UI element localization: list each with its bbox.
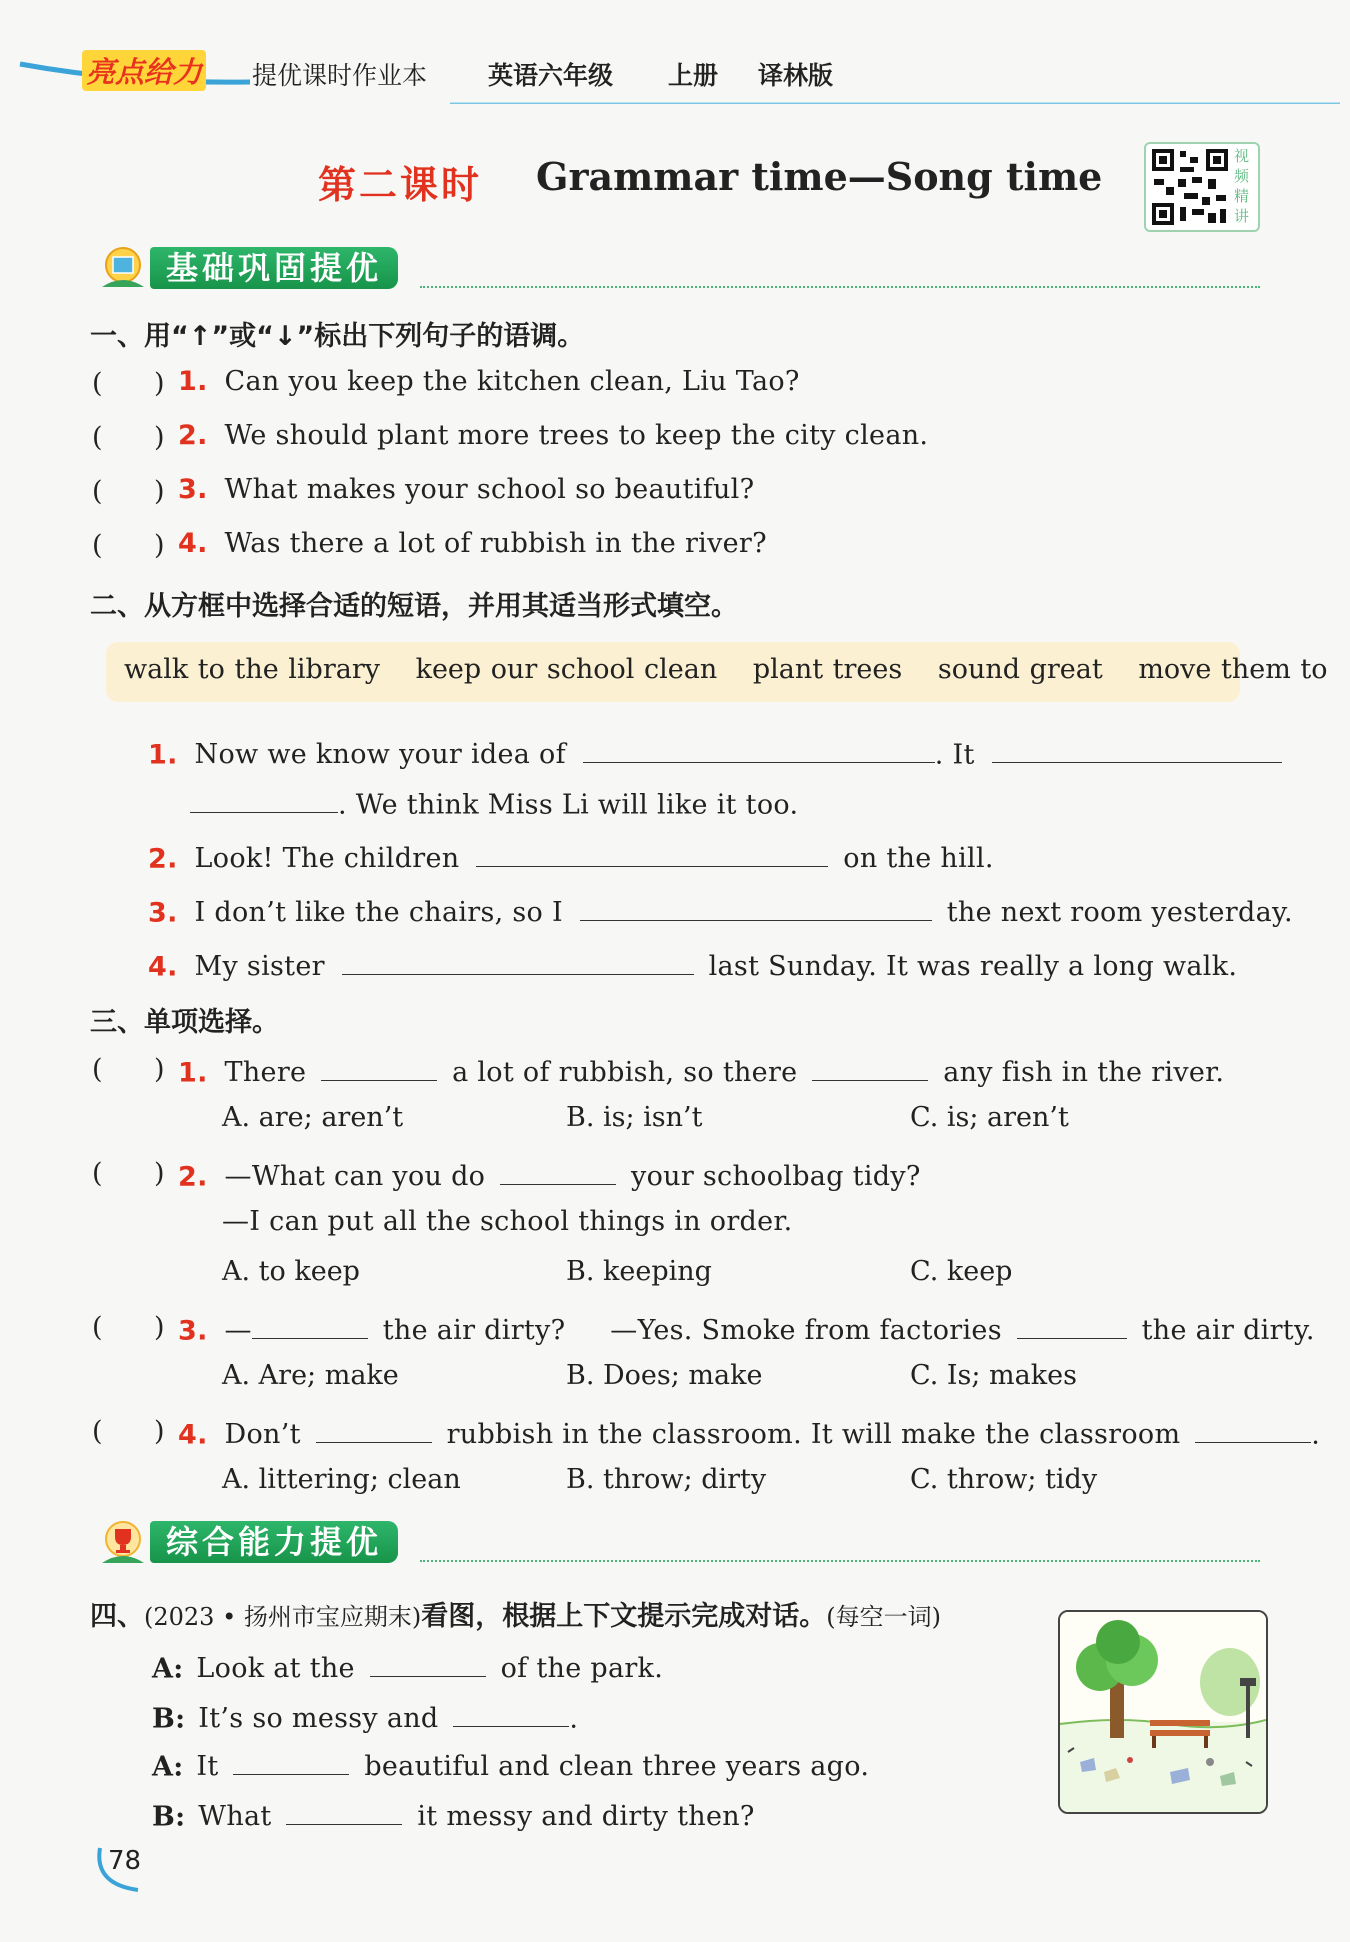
dialogue-text: What: [198, 1801, 272, 1833]
question-text: the air dirty?: [382, 1315, 566, 1347]
dialogue-text: Look at the: [196, 1653, 355, 1685]
dialogue-text: .: [569, 1703, 579, 1735]
qr-pattern-icon: [1150, 147, 1230, 227]
question-text: What makes your school so beautiful?: [224, 474, 755, 505]
option-b[interactable]: B. Does; make: [566, 1360, 763, 1391]
question-text: Look! The children: [194, 843, 460, 875]
part4-title: [90, 1594, 941, 1633]
page-number-badge: [92, 1838, 152, 1898]
part1-item: [178, 474, 754, 505]
word-option: sound great: [937, 654, 1103, 685]
page-header: [0, 30, 1350, 110]
dialogue-text: It: [196, 1751, 219, 1783]
section-divider: [420, 1560, 1260, 1562]
option-a[interactable]: A. littering; clean: [222, 1464, 461, 1495]
dialogue-text: of the park.: [500, 1653, 664, 1685]
speaker-label: B:: [152, 1703, 186, 1735]
part4-source: (2023 • 扬州市宝应期末): [144, 1603, 422, 1631]
fill-blank[interactable]: [992, 734, 1282, 763]
fill-blank[interactable]: [316, 1414, 432, 1443]
mc-question: [178, 1414, 1320, 1450]
question-text: the air dirty.: [1141, 1315, 1315, 1347]
question-text: My sister: [194, 951, 325, 983]
question-text: rubbish in the classroom. It will make the classroom: [446, 1419, 1181, 1451]
question-text: .: [1311, 1419, 1321, 1451]
part2-item: [148, 892, 1293, 928]
part2-title: 二、从方框中选择合适的短语，并用其适当形式填空。: [90, 591, 738, 622]
question-number: 4.: [178, 528, 208, 559]
subject-label: 英语六年级: [488, 61, 614, 90]
fill-blank[interactable]: [321, 1052, 437, 1081]
fill-blank[interactable]: [580, 892, 932, 921]
brand-logo: 亮点给力: [82, 50, 206, 91]
option-c[interactable]: C. is; aren’t: [910, 1102, 1069, 1133]
question-text: your schoolbag tidy?: [631, 1161, 921, 1193]
question-text: . We think Miss Li will like it too.: [338, 789, 799, 821]
fill-blank[interactable]: [233, 1746, 349, 1775]
section-divider: [420, 286, 1260, 288]
answer-paren[interactable]: ( ): [92, 1158, 165, 1189]
part4-note: (每空一词): [826, 1603, 941, 1631]
word-option: move them to: [1138, 654, 1328, 685]
question-text: —: [224, 1315, 252, 1347]
part1-title: 一、用“↑”或“↓”标出下列句子的语调。: [90, 321, 585, 352]
fill-blank[interactable]: [1195, 1414, 1311, 1443]
fill-blank[interactable]: [500, 1156, 616, 1185]
fill-blank[interactable]: [583, 734, 935, 763]
fill-blank[interactable]: [342, 946, 694, 975]
option-c[interactable]: C. throw; tidy: [910, 1464, 1098, 1495]
word-option: keep our school clean: [415, 654, 718, 685]
question-text: the next room yesterday.: [946, 897, 1293, 929]
series-name: 提优课时作业本: [252, 61, 428, 90]
dialogue-text: It’s so messy and: [198, 1703, 439, 1735]
part1-item: [178, 528, 767, 559]
section-banner-advanced: [96, 1520, 398, 1564]
answer-paren[interactable]: ( ): [92, 1416, 165, 1447]
question-number: 4.: [178, 1419, 208, 1451]
question-number: 1.: [148, 739, 178, 771]
option-b[interactable]: B. throw; dirty: [566, 1464, 767, 1495]
question-number: 2.: [178, 420, 208, 451]
dialogue-text: beautiful and clean three years ago.: [364, 1751, 870, 1783]
part2-item: [190, 784, 798, 820]
question-text: I don’t like the chairs, so I: [194, 897, 563, 929]
question-text: on the hill.: [843, 843, 994, 875]
dialogue-line: [152, 1698, 578, 1734]
lesson-title-en: Grammar time—Song time: [536, 154, 1103, 199]
question-text: There: [224, 1057, 307, 1089]
part2-item: [148, 734, 1282, 770]
fill-blank[interactable]: [476, 838, 828, 867]
fill-blank[interactable]: [453, 1698, 569, 1727]
trophy-icon: [96, 1517, 150, 1567]
part1-item: [178, 366, 800, 397]
question-text: . It: [934, 739, 975, 771]
answer-paren[interactable]: ( ): [92, 530, 165, 561]
mc-question: [178, 1052, 1224, 1088]
question-text: Can you keep the kitchen clean, Liu Tao?: [224, 366, 800, 397]
qr-label: 视频精讲: [1234, 147, 1250, 225]
dialogue-line: [152, 1746, 869, 1782]
option-c[interactable]: C. keep: [910, 1256, 1013, 1287]
fill-blank[interactable]: [286, 1796, 402, 1825]
word-option: plant trees: [752, 654, 903, 685]
answer-paren[interactable]: ( ): [92, 1054, 165, 1085]
question-number: 1.: [178, 366, 208, 397]
part3-title: 三、单项选择。: [90, 1007, 279, 1038]
dialogue-line: [152, 1648, 663, 1684]
fill-blank[interactable]: [370, 1648, 486, 1677]
dialogue-line: [152, 1796, 755, 1832]
question-text: We should plant more trees to keep the city clean.: [224, 420, 929, 451]
fill-blank[interactable]: [252, 1310, 368, 1339]
word-box: [106, 642, 1328, 702]
option-b[interactable]: B. is; isn’t: [566, 1102, 703, 1133]
option-c[interactable]: C. Is; makes: [910, 1360, 1077, 1391]
question-text: —What can you do: [224, 1161, 486, 1193]
question-text: Was there a lot of rubbish in the river?: [224, 528, 767, 559]
question-number: 2.: [148, 843, 178, 875]
part2-item: [148, 838, 994, 874]
question-number: 3.: [178, 474, 208, 505]
option-a[interactable]: A. to keep: [222, 1256, 360, 1287]
fill-blank[interactable]: [190, 784, 338, 813]
question-number: 3.: [178, 1315, 208, 1347]
page-number: 78: [108, 1846, 142, 1876]
question-text: Don’t: [224, 1419, 301, 1451]
section-banner-basic: [96, 246, 398, 290]
fill-blank[interactable]: [1017, 1310, 1127, 1339]
answer-paren[interactable]: ( ): [92, 368, 165, 399]
option-a[interactable]: A. are; aren’t: [222, 1102, 404, 1133]
answer-paren[interactable]: ( ): [92, 1312, 165, 1343]
question-number: 4.: [148, 951, 178, 983]
speaker-label: A:: [152, 1653, 184, 1685]
part2-item: [148, 946, 1237, 982]
lesson-title-cn: 第二课时: [318, 162, 483, 207]
question-number: 3.: [148, 897, 178, 929]
question-text: any fish in the river.: [943, 1057, 1225, 1089]
mc-question: [178, 1310, 1315, 1346]
globe-book-icon: [96, 243, 150, 293]
question-text: last Sunday. It was really a long walk.: [708, 951, 1238, 983]
speaker-label: B:: [152, 1801, 186, 1833]
part4-instruction: 看图，根据上下文提示完成对话。: [421, 1601, 827, 1632]
edition-label: 译林版: [758, 61, 834, 90]
question-text: —I can put all the school things in order.: [222, 1206, 793, 1237]
messy-park-picture: [1060, 1612, 1266, 1812]
qr-code[interactable]: [1144, 142, 1260, 232]
option-a[interactable]: A. Are; make: [222, 1360, 399, 1391]
park-illustration: [1058, 1610, 1268, 1814]
question-text: a lot of rubbish, so there: [452, 1057, 798, 1089]
fill-blank[interactable]: [812, 1052, 928, 1081]
section-banner-label: 综合能力提优: [150, 1521, 398, 1563]
option-b[interactable]: B. keeping: [566, 1256, 712, 1287]
section-banner-label: 基础巩固提优: [150, 247, 398, 289]
speaker-label: A:: [152, 1751, 184, 1783]
question-number: 1.: [178, 1057, 208, 1089]
answer-paren[interactable]: ( ): [92, 476, 165, 507]
volume-label: 上册: [668, 61, 719, 90]
mc-question: [178, 1156, 921, 1192]
part1-item: [178, 420, 928, 451]
answer-paren[interactable]: ( ): [92, 422, 165, 453]
question-text: —Yes. Smoke from factories: [610, 1315, 1002, 1347]
word-option: walk to the library: [124, 654, 380, 685]
dialogue-text: it messy and dirty then?: [417, 1801, 755, 1833]
question-number: 2.: [178, 1161, 208, 1193]
part4-number: 四、: [90, 1601, 144, 1632]
question-text: Now we know your idea of: [194, 739, 566, 771]
